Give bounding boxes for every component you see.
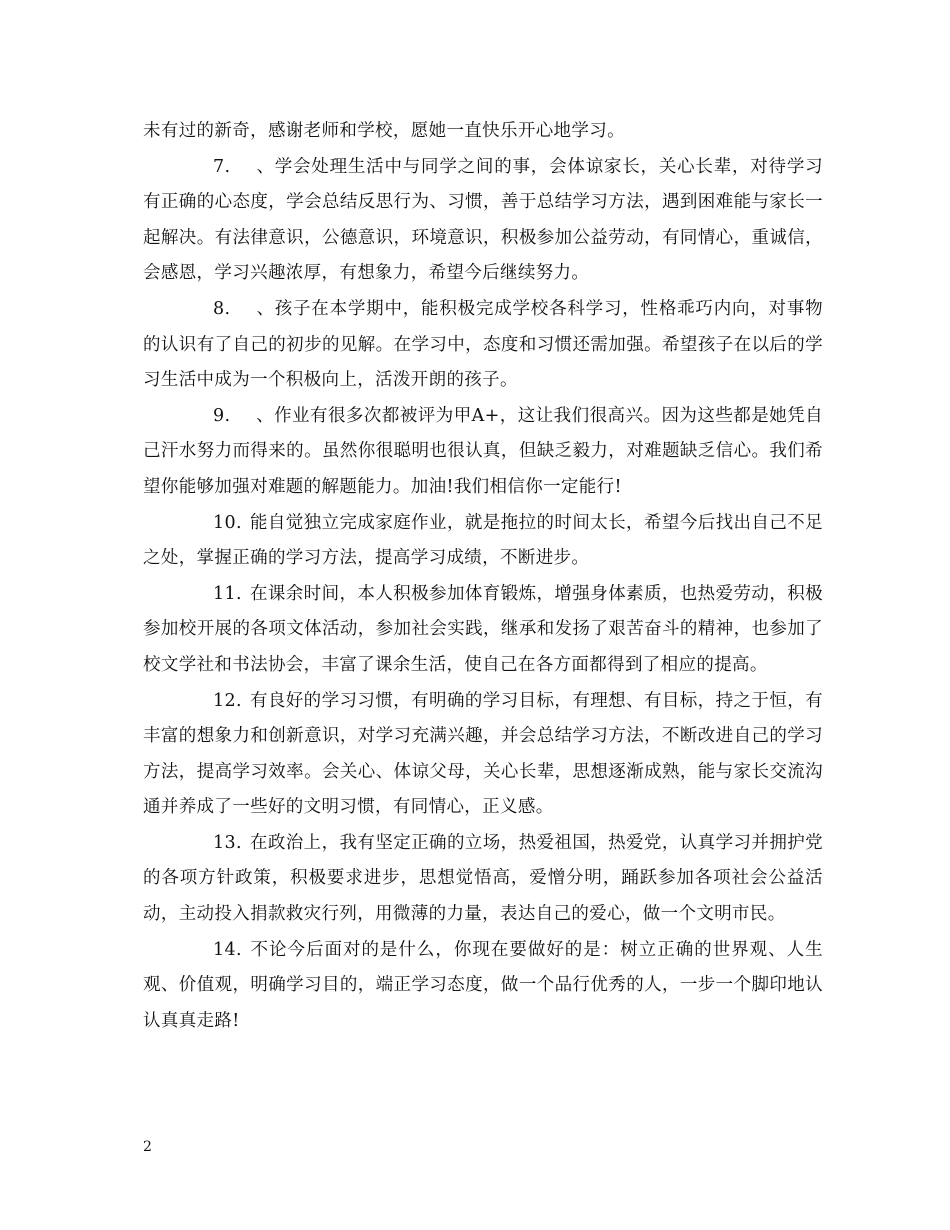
- paragraph-text: 不论今后面对的是什么，你现在要做好的是：树立正确的世界观、人生观、价值观，明确学习目的，端正学习态度，做一个品行优秀的人，一步一个脚印地认认真真走路!: [143, 939, 823, 1031]
- paragraph-text: 在政治上，我有坚定正确的立场，热爱祖国，热爱党，认真学习并拥护党的各项方针政策，积极要求进步，思想觉悟高，爱憎分明，踊跃参加各项社会公益活动，主动投入捐款救灾行列，用微薄的力量，表达自己的爱心，做一个文明市民。: [143, 832, 823, 925]
- paragraph-item-10: [143, 506, 823, 577]
- paragraph-item-7: [143, 150, 823, 292]
- paragraph-text: 、作业有很多次都被评为甲A+，这让我们很高兴。因为这些都是她凭自己汗水努力而得来的。虽然你很聪明也很认真，但缺乏毅力，对难题缺乏信心。我们希望你能够加强对难题的解题能力。加油!我们相信你一定能行!: [143, 405, 823, 497]
- item-number: 12.: [213, 690, 242, 711]
- paragraph-text: 、孩子在本学期中，能积极完成学校各科学习，性格乖巧内向，对事物的认识有了自己的初步的见解。在学习中，态度和习惯还需加强。希望孩子在以后的学习生活中成为一个积极向上，活泼开朗的孩子。: [143, 298, 823, 391]
- paragraph-item-12: [143, 684, 823, 826]
- item-number: 8.: [213, 298, 231, 319]
- paragraph-text: 有良好的学习习惯，有明确的学习目标，有理想、有目标，持之于恒，有丰富的想象力和创新意识，对学习充满兴趣，并会总结学习方法，不断改进自己的学习方法，提高学习效率。会关心、体谅父母，关心长辈，思想逐渐成熟，能与家长交流沟通并养成了一些好的文明习惯，有同情心，正义感。: [143, 690, 823, 818]
- item-number: 7.: [213, 156, 231, 177]
- item-number: 10.: [213, 512, 242, 533]
- paragraph-item-11: [143, 577, 823, 684]
- paragraph-continuation: [143, 114, 823, 150]
- paragraph-text: 、学会处理生活中与同学之间的事，会体谅家长，关心长辈，对待学习有正确的心态度，学会总结反思行为、习惯，善于总结学习方法，遇到困难能与家长一起解决。有法律意识，公德意识，环境意识，积极参加公益劳动，有同情心，重诚信，会感恩，学习兴趣浓厚，有想象力，希望今后继续努力。: [143, 156, 823, 284]
- paragraph-item-14: [143, 933, 823, 1040]
- paragraph-item-8: [143, 292, 823, 399]
- paragraph-item-9: [143, 399, 823, 506]
- item-number: 13.: [213, 832, 242, 853]
- item-number: 14.: [213, 939, 242, 960]
- paragraph-item-13: [143, 826, 823, 933]
- item-number: 9.: [213, 405, 231, 426]
- paragraph-text: 未有过的新奇，感谢老师和学校，愿她一直快乐开心地学习。: [143, 121, 625, 141]
- paragraph-text: 在课余时间，本人积极参加体育锻炼，增强身体素质，也热爱劳动，积极参加校开展的各项文体活动，参加社会实践，继承和发扬了艰苦奋斗的精神，也参加了校文学社和书法协会，丰富了课余生活，使自己在各方面都得到了相应的提高。: [143, 583, 823, 675]
- page-number: 2: [143, 1139, 152, 1155]
- item-number: 11.: [213, 583, 242, 604]
- paragraph-text: 能自觉独立完成家庭作业，就是拖拉的时间太长，希望今后找出自己不足之处，掌握正确的学习方法，提高学习成绩，不断进步。: [143, 512, 823, 569]
- document-body: [143, 114, 823, 1039]
